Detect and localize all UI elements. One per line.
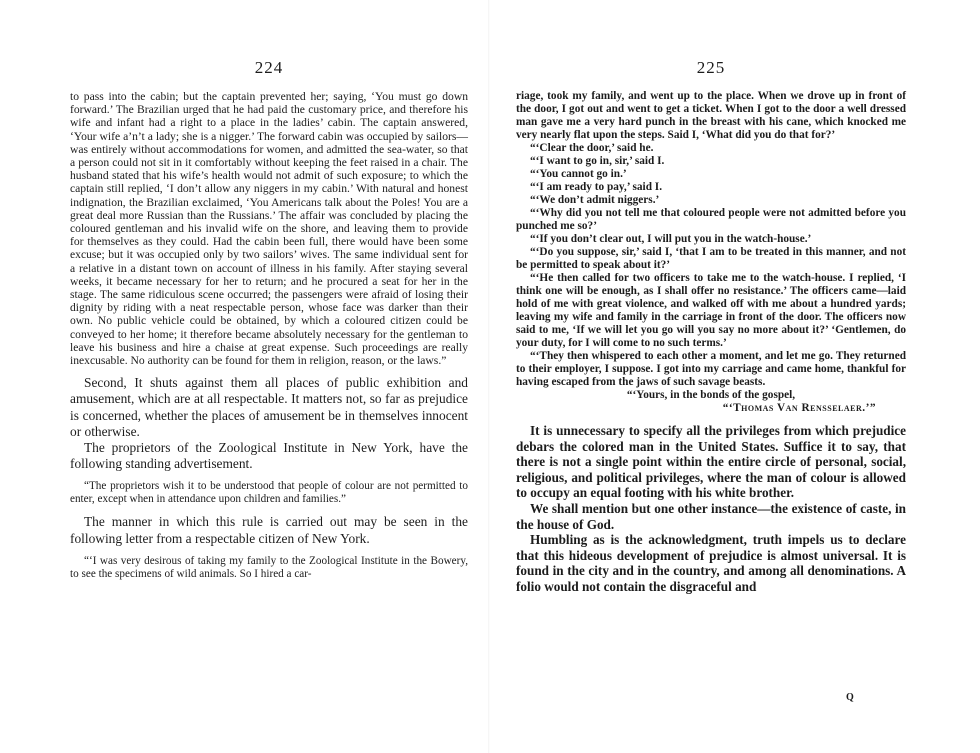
left-page-text	[70, 90, 468, 581]
quoted-letter: “‘I was very desirous of taking my family to the Zoological Institute in the Bowery, to see the specimens of wild animals. So I hired a car-	[70, 554, 468, 580]
letter-closing: “‘Yours, in the bonds of the gospel,	[626, 389, 796, 401]
right-page-text	[516, 90, 906, 595]
signature-mark: Q	[846, 692, 854, 703]
paragraph: “‘They then whispered to each other a moment, and let me go. They returned to their employer, I suppose. I got into my carriage and came home, thankful for having escaped from the jaws of such savage beasts.	[516, 350, 906, 388]
left-page-number: 224	[254, 58, 284, 77]
paragraph: Second, It shuts against them all places of public exhibition and amusement, which are at all respectable. It matters not, so far as prejudice is concerned, whether the places of amusement be in themselves innocent or otherwise.	[70, 375, 468, 439]
dialogue-line: “‘Do you suppose, sir,’ said I, ‘that I am to be treated in this manner, and not be permitted to speak about it?’	[516, 246, 906, 271]
paragraph: We shall mention but one other instance—the existence of caste, in the house of God.	[516, 500, 906, 532]
book-gutter	[488, 0, 490, 753]
paragraph: The manner in which this rule is carried out may be seen in the following letter from a respectable citizen of New York.	[70, 514, 468, 546]
paragraph: “‘He then called for two officers to take me to the watch-house. I replied, ‘I think one will be enough, as I shall offer no resistance.’ The officers came—laid hold of me with great violence, and walked off with me about a hundred yards; leaving my wife and family in the carriage in front of the door. The officers now said to me, ‘If we will let you go will you say no more about it?’ ‘Gentlemen, do your duty, for I will come to no such terms.’	[516, 272, 906, 349]
paragraph: Humbling as is the acknowledgment, truth impels us to declare that this hideous development of prejudice is almost universal. It is found in the city and in the country, and among all denominations. A folio would not contain the disgraceful and	[516, 532, 906, 594]
dialogue-line: “‘You cannot go in.’	[530, 168, 627, 180]
dialogue-line: “‘We don’t admit niggers.’	[530, 194, 660, 206]
dialogue-line: “‘I want to go in, sir,’ said I.	[530, 155, 665, 167]
dialogue-line: “‘I am ready to pay,’ said I.	[530, 181, 663, 193]
dialogue-line: “‘If you don’t clear out, I will put you in the watch-house.’	[530, 233, 812, 245]
paragraph: It is unnecessary to specify all the privileges from which prejudice debars the colored man in the United States. Suffice it to say, that there is not a single point within the entire circle of personal, social, religious, and political privileges, where the man of colour is allowed to occupy an equal footing with his white brother.	[516, 423, 906, 501]
paragraph: riage, took my family, and went up to the place. When we drove up in front of the door, I got out and went to get a ticket. When I got to the door a well dressed man gave me a very hard punch in the breast with his cane, which knocked me very nearly flat upon the steps. Said I, ‘What did you do that for?’	[516, 90, 906, 141]
letter-signature: “‘Thomas Van Rensselaer.’”	[722, 402, 876, 414]
right-page-number: 225	[696, 58, 726, 77]
dialogue-line: “‘Why did you not tell me that coloured people were not admitted before you punched me so?’	[516, 207, 906, 232]
paragraph: The proprietors of the Zoological Institute in New York, have the following standing advertisement.	[70, 440, 468, 472]
dialogue-line: “‘Clear the door,’ said he.	[530, 142, 654, 154]
paragraph: to pass into the cabin; but the captain prevented her; saying, ‘You must go down forward.’ The Brazilian urged that he had paid the customary price, and therefore his wife and infant had a right to a place in the ladies’ cabin. The captain answered, ‘Your wife a’n’t a lady; she is a nigger.’ The forward cabin was occupied by sailors—was entirely without accommodations for women, and admitted the sea-water, so that a person could not sit in it comfortably without keeping the feet raised in a chair. The husband stated that his wife’s health would not admit of such exposure; to which the captain still replied, ‘I don’t allow any niggers in my cabin.’ With natural and honest indignation, the Brazilian exclaimed, ‘You Americans talk about the Poles! You are a great deal more Russian than the Russians.’ The affair was concluded by placing the coloured gentleman and his invalid wife on the shore, and leaving them to provide for themselves as they could. Had the cabin been full, there would have been some excuse; but it was occupied only by two sailors’ wives. The same individual sent for a relative in a distant town on account of illness in his family. After staying several weeks, it became necessary for her to return; and he procured a seat for her in the stage. The same ridiculous scene occurred; the passengers were afraid of losing their dignity by riding with a neat respectable person, whose face was darker than their own. No public vehicle could be obtained, by which a coloured citizen could be conveyed to her home; it therefore became absolutely necessary for the gentleman to leave his business and hire a chaise at great expense. Such proceedings are really inexcusable. No authority can be found for them in religion, reason, or the laws.”	[70, 90, 468, 368]
quoted-advertisement: “The proprietors wish it to be understood that people of colour are not permitted to enter, except when in attendance upon children and families.”	[70, 480, 468, 506]
